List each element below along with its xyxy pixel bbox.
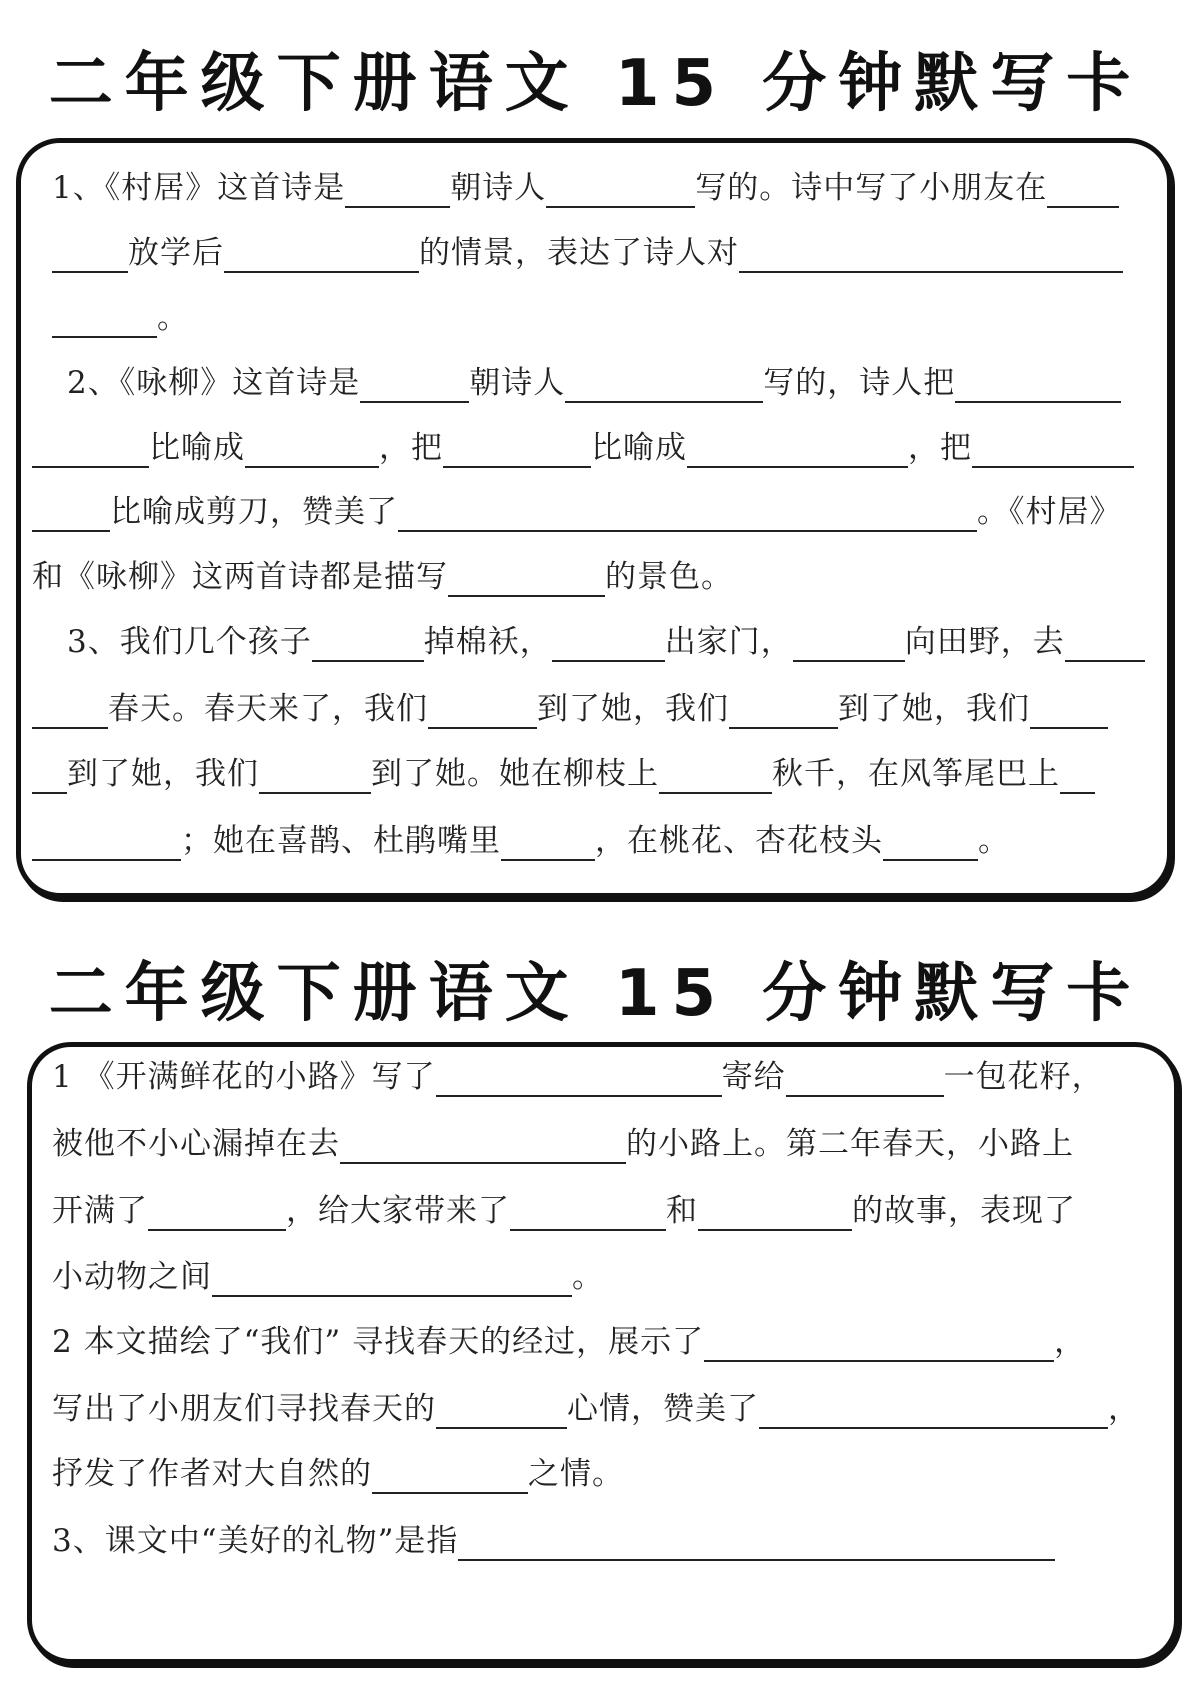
fill-in-blank[interactable] [448, 561, 605, 597]
question-text: 朝诗人 [450, 170, 547, 206]
fill-in-blank[interactable] [259, 758, 371, 794]
question-text: ， [1108, 1391, 1140, 1427]
question-text: 1、《村居》这首诗是 [52, 170, 346, 206]
card1-title: 二年级下册语文 15 分钟默写卡 [48, 47, 1143, 121]
card1-question-line [52, 168, 1119, 208]
question-text: 。 [157, 300, 189, 336]
question-text: 的小路上。第二年春天，小路上 [626, 1126, 1074, 1162]
question-text: ，把 [908, 430, 972, 466]
question-text: 掉棉袄， [423, 624, 552, 660]
fill-in-blank[interactable] [546, 172, 695, 208]
fill-in-blank[interactable] [552, 626, 665, 662]
fill-in-blank[interactable] [32, 496, 110, 532]
question-text: 抒发了作者对大自然的 [52, 1456, 372, 1492]
fill-in-blank[interactable] [510, 1195, 666, 1231]
question-text: 比喻成 [591, 430, 687, 466]
card2-question-line [52, 1257, 604, 1297]
question-text: 到了她，我们 [537, 691, 729, 727]
question-text: 比喻成剪刀，赞美了 [110, 494, 398, 530]
question-text: 小动物之间 [52, 1259, 212, 1295]
fill-in-blank[interactable] [428, 693, 537, 729]
card2-question-line [52, 1454, 624, 1494]
fill-in-blank[interactable] [340, 1128, 626, 1164]
card1-question-line [32, 492, 1122, 532]
question-text: 比喻成 [149, 430, 245, 466]
fill-in-blank[interactable] [245, 432, 379, 468]
fill-in-blank[interactable] [786, 1061, 944, 1097]
question-text: 和 [666, 1193, 698, 1229]
fill-in-blank[interactable] [436, 1393, 567, 1429]
card1-question-line [67, 622, 1145, 662]
question-text: 秋千，在风筝尾巴上 [772, 756, 1060, 792]
question-text: 和《咏柳》这两首诗都是描写 [32, 559, 448, 595]
question-text: 心情，赞美了 [567, 1391, 759, 1427]
fill-in-blank[interactable] [1060, 758, 1095, 794]
fill-in-blank[interactable] [1047, 172, 1119, 208]
question-text: ， [1054, 1324, 1087, 1360]
fill-in-blank[interactable] [360, 367, 469, 403]
fill-in-blank[interactable] [955, 367, 1121, 403]
question-text: 一包花籽， [943, 1059, 1104, 1095]
question-text: 的景色。 [605, 559, 733, 595]
question-text: 1 《开满鲜花的小路》写了 [52, 1059, 436, 1095]
fill-in-blank[interactable] [312, 626, 424, 662]
fill-in-blank[interactable] [372, 1458, 528, 1494]
card2-question-line [52, 1322, 1086, 1362]
question-text: 3、课文中“美好的礼物”是指 [52, 1523, 459, 1559]
question-text: 写的，诗人把 [763, 365, 956, 401]
fill-in-blank[interactable] [458, 1525, 1055, 1561]
fill-in-blank[interactable] [501, 825, 595, 861]
card1-question-line [32, 428, 1134, 468]
question-text: 。 [978, 823, 1010, 859]
question-text: 。《村居》 [977, 494, 1122, 530]
card1-question-line [67, 363, 1121, 403]
card1-question-line [52, 233, 1123, 273]
fill-in-blank[interactable] [32, 825, 181, 861]
question-text: 到了她，我们 [838, 691, 1030, 727]
fill-in-blank[interactable] [739, 237, 1123, 273]
fill-in-blank[interactable] [793, 626, 905, 662]
fill-in-blank[interactable] [565, 367, 763, 403]
fill-in-blank[interactable] [729, 693, 838, 729]
question-text: 向田野，去 [904, 624, 1065, 660]
fill-in-blank[interactable] [52, 237, 128, 273]
card1-question-line [32, 754, 1095, 794]
card1-question-line [32, 821, 1010, 861]
card1-question-line [32, 557, 733, 597]
fill-in-blank[interactable] [32, 693, 108, 729]
card1-question-line [52, 298, 189, 338]
question-text: 的情景，表达了诗人对 [419, 235, 739, 271]
question-text: 寄给 [721, 1059, 786, 1095]
card2-title: 二年级下册语文 15 分钟默写卡 [48, 957, 1143, 1031]
fill-in-blank[interactable] [1065, 626, 1145, 662]
fill-in-blank[interactable] [1030, 693, 1108, 729]
question-text: 朝诗人 [469, 365, 566, 401]
question-text: 3、我们几个孩子 [67, 624, 312, 660]
question-text: 。 [572, 1259, 604, 1295]
question-text: 到了她，我们 [67, 756, 259, 792]
fill-in-blank[interactable] [398, 496, 977, 532]
question-text: 之情。 [528, 1456, 624, 1492]
question-text: 春天。春天来了，我们 [108, 691, 428, 727]
question-text: 写的。诗中写了小朋友在 [695, 170, 1048, 206]
question-text: 到了她。她在柳枝上 [371, 756, 659, 792]
question-text: 2、《咏柳》这首诗是 [67, 365, 361, 401]
question-text: 的故事，表现了 [852, 1193, 1076, 1229]
card2-question-line [52, 1124, 1074, 1164]
question-text: 被他不小心漏掉在去 [52, 1126, 340, 1162]
fill-in-blank[interactable] [436, 1061, 722, 1097]
fill-in-blank[interactable] [883, 825, 978, 861]
fill-in-blank[interactable] [32, 758, 67, 794]
question-text: ，给大家带来了 [286, 1193, 510, 1229]
fill-in-blank[interactable] [759, 1393, 1108, 1429]
fill-in-blank[interactable] [212, 1261, 572, 1297]
fill-in-blank[interactable] [224, 237, 419, 273]
question-text: 开满了 [52, 1193, 148, 1229]
fill-in-blank[interactable] [687, 432, 908, 468]
fill-in-blank[interactable] [698, 1195, 852, 1231]
question-text: 写出了小朋友们寻找春天的 [52, 1391, 436, 1427]
fill-in-blank[interactable] [52, 302, 157, 338]
card2-question-line [52, 1389, 1140, 1429]
fill-in-blank[interactable] [704, 1326, 1054, 1362]
question-text: 放学后 [128, 235, 224, 271]
question-text: ，在桃花、杏花枝头 [595, 823, 883, 859]
card1-question-line [32, 689, 1108, 729]
fill-in-blank[interactable] [972, 432, 1134, 468]
card2-question-line [52, 1191, 1076, 1231]
fill-in-blank[interactable] [443, 432, 591, 468]
card2-question-line [52, 1521, 1055, 1561]
fill-in-blank[interactable] [345, 172, 450, 208]
question-text: ，把 [379, 430, 443, 466]
fill-in-blank[interactable] [659, 758, 772, 794]
card2-question-line [52, 1057, 1104, 1097]
question-text: 2 本文描绘了“我们” 寻找春天的经过，展示了 [52, 1324, 705, 1360]
question-text: 出家门， [664, 624, 793, 660]
fill-in-blank[interactable] [148, 1195, 286, 1231]
fill-in-blank[interactable] [32, 432, 149, 468]
question-text: ；她在喜鹊、杜鹃嘴里 [181, 823, 501, 859]
